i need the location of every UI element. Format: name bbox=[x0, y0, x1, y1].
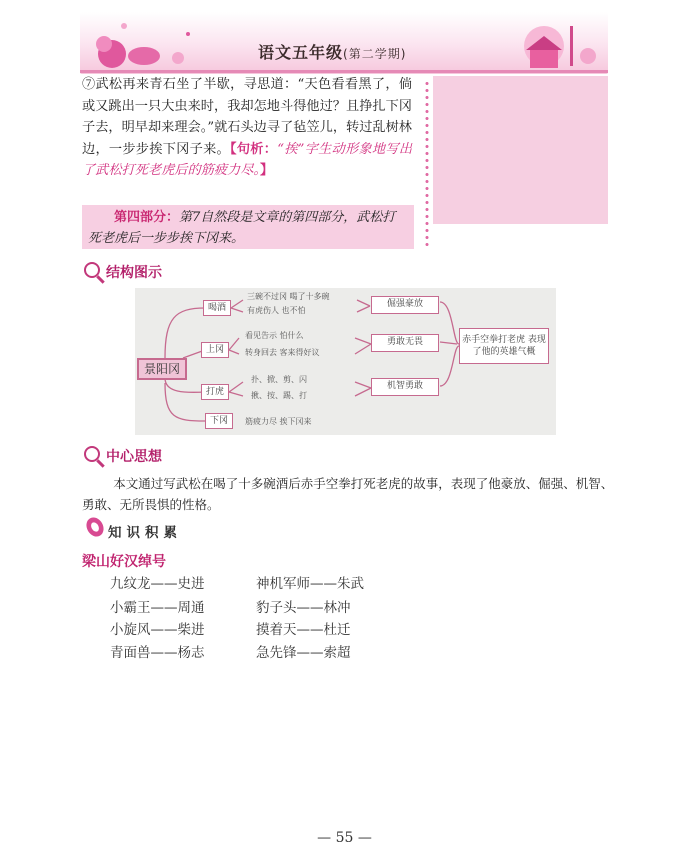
part-four-text: 第7自然段是文章的第四部分，武松打死老虎后一步步挨下冈来。 bbox=[88, 210, 396, 246]
branch-drink-item-1: 三碗不过冈 喝了十多碗 bbox=[247, 292, 330, 301]
branch-drink-node: 喝酒 bbox=[203, 300, 231, 316]
page-number: — 55 — bbox=[317, 830, 372, 846]
analysis-end: 】 bbox=[260, 163, 274, 178]
nicknames-heading: 梁山好汉绰号 bbox=[82, 554, 166, 570]
trait-node-3: 机智勇敢 bbox=[371, 378, 439, 396]
part-four-box bbox=[82, 205, 414, 249]
nickname-item: 摸着天——杜迁 bbox=[256, 622, 351, 638]
nickname-item: 急先锋——索超 bbox=[256, 645, 351, 661]
part-four-label: 第四部分： bbox=[114, 210, 180, 225]
summary-node: 赤手空拳打老虎 表现了他的英雄气概 bbox=[459, 328, 549, 364]
branch-climb-item-2: 转身回去 客来得好议 bbox=[245, 348, 320, 357]
knowledge-heading: 知识积累 bbox=[108, 525, 182, 541]
branch-descend-node: 下冈 bbox=[205, 413, 233, 429]
branch-fight-node: 打虎 bbox=[201, 384, 229, 400]
diagram-root-node: 景阳冈 bbox=[137, 358, 187, 380]
nickname-item: 豹子头——林冲 bbox=[256, 600, 351, 616]
structure-diagram bbox=[135, 288, 556, 435]
knowledge-leaf-icon bbox=[84, 516, 106, 538]
header-divider bbox=[80, 70, 608, 73]
central-idea-text: 本文通过写武松在喝了十多碗酒后赤手空拳打死老虎的故事，表现了他豪放、倔强、机智、勇敢、无所畏惧的性格。 bbox=[82, 476, 614, 512]
nickname-item: 小旋风——柴进 bbox=[110, 622, 205, 638]
margin-note-box bbox=[433, 76, 608, 224]
nickname-item: 小霸王——周通 bbox=[110, 600, 205, 616]
branch-fight-item-2: 揪、按、踢、打 bbox=[251, 391, 307, 400]
branch-fight-item-1: 扑、掀、剪、闪 bbox=[251, 375, 307, 384]
magnifier-handle-icon bbox=[96, 275, 104, 283]
header-flower-decoration-icon bbox=[84, 14, 204, 72]
branch-drink-item-2: 有虎伤人 也不怕 bbox=[247, 306, 306, 315]
analysis-text: 字生动形象地写出了武松打死老虎后的筋疲力尽。 bbox=[82, 141, 413, 178]
trait-node-1: 倔强豪放 bbox=[371, 296, 439, 314]
book-subtitle: (第二学期) bbox=[343, 47, 407, 61]
trait-node-2: 勇敢无畏 bbox=[371, 334, 439, 352]
header-house-decoration-icon bbox=[500, 14, 604, 72]
central-idea-heading: 中心思想 bbox=[106, 449, 162, 465]
analysis-quote: “挨” bbox=[277, 141, 305, 157]
structure-heading: 结构图示 bbox=[106, 265, 162, 281]
nickname-item: 九纹龙——史进 bbox=[110, 576, 205, 592]
dotted-divider bbox=[425, 80, 429, 250]
branch-climb-node: 上冈 bbox=[201, 342, 229, 358]
paragraph-text: ⑦武松再来青石坐了半歇，寻思道：“天色看看黑了，倘或又跳出一只大虫来时，我却怎地斗得他过？且挣扎下冈子去，明早却来理会。”就石头边寻了毡笠儿，转过乱树林边，一步步挨下冈子来。 bbox=[82, 77, 412, 157]
analysis-label: 【句析： bbox=[229, 141, 278, 157]
branch-climb-item-1: 看见告示 怕什么 bbox=[245, 331, 304, 340]
nickname-item: 神机军师——朱武 bbox=[256, 576, 364, 592]
magnifier-handle-icon-2 bbox=[96, 459, 104, 467]
branch-descend-item-1: 筋疲力尽 挨下冈来 bbox=[245, 417, 312, 426]
story-paragraph bbox=[82, 74, 412, 182]
nickname-item: 青面兽——杨志 bbox=[110, 645, 205, 661]
book-title: 语文五年级(第二学期) bbox=[258, 43, 407, 62]
